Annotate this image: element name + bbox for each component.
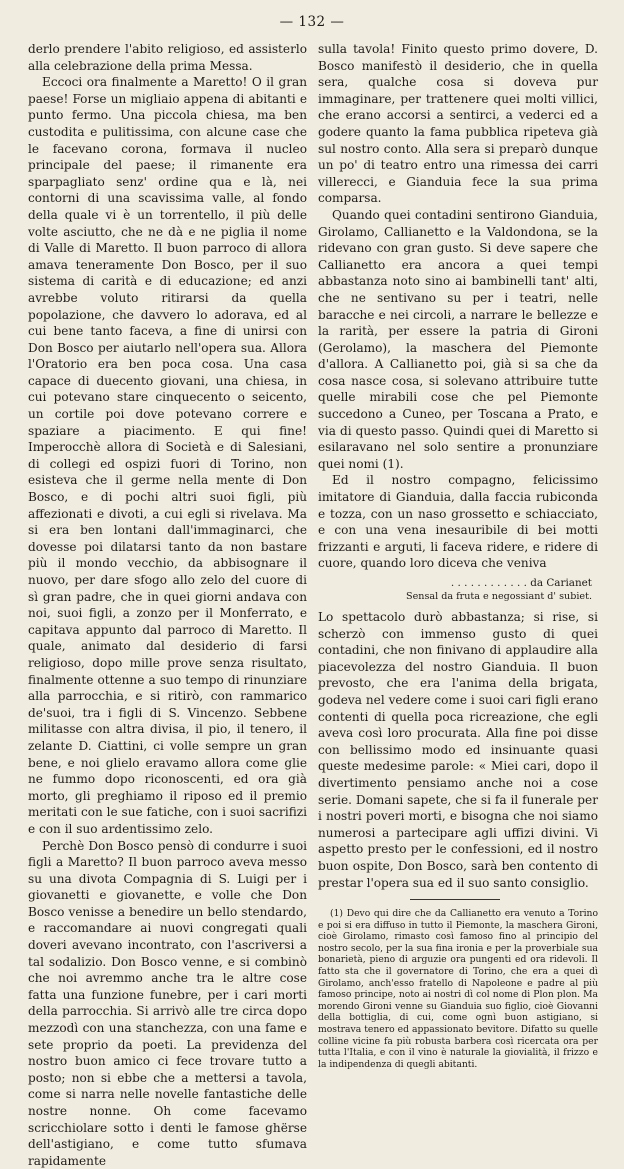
dialect-quote: [318, 576, 598, 604]
paragraph: Ed il nostro compagno, felicissimo imitatore di Gianduia, dalla faccia rubiconda e tozza, con un naso grossetto e schiacciato, e con una vena inesauribile di bei motti frizzanti e arguti, li faceva ridere, e ridere di cuore, quando loro diceva che veniva: [318, 472, 598, 572]
left-column: [28, 41, 307, 1169]
footnote-divider: [410, 899, 500, 900]
right-column: [318, 41, 598, 1070]
footnote: [318, 908, 598, 1070]
quote-line: Sensal da fruta e negossiant d' subiet.: [318, 590, 598, 604]
page-number: — 132 —: [0, 14, 624, 30]
paragraph: Quando quei contadini sentirono Gianduia, Girolamo, Callianetto e la Valdondona, se la ridevano con gran gusto. Si deve sapere che Callianetto era ancora a quei tempi abbastanza noto sino ai bambinelli tant' alti, che ne sentivano su per i teatri, nelle baracche e nei circoli, a narrare le bellezze e la rarità, per essere la patria di Gironi (Gerolamo), la maschera del Piemonte d'allora. A Callianetto poi, già si sa che da cosa nasce cosa, si solevano attribuire tutte quelle mirabili cose che pel Piemonte succedono a Cuneo, per Toscana a Prato, e via di questo passo. Quindi quei di Maretto si esilaravano nel solo sentire a pronunziare quei nomi (1).: [318, 207, 598, 473]
footnote-text: (1) Devo qui dire che da Callianetto era venuto a Torino e poi si era diffuso in tutto il Piemonte, la maschera Gironi, cioè Girolamo, rimasto così famoso fino al principio del nostro secolo, per la sua fina ironia e per la proverbiale sua bonarietà, pieno di arguzie ora pungenti ed ora ridevoli. Il fatto sta che il governatore di Torino, che era a quei dì Girolamo, anch'esso fratello di Napoleone e padre al più famoso principe, noto ai nostri dì col nome di Plon plon. Ma morendo Gironi venne su Gianduia suo figlio, cioè Giovanni della bottiglia, di cui, come ognì buon astigiano, si mostrava tenero ed appassionato bevitore. Difatto su quelle colline vicine fa più robusta barbera così ricercata ora per tutta l'Italia, e con il vino è naturale la giovialità, il frizzo e la indipendenza di quegli abitanti.: [318, 908, 598, 1070]
paragraph: Eccoci ora finalmente a Maretto! O il gran paese! Forse un migliaio appena di abitanti e punto fermo. Una piccola chiesa, ma ben custodita e pulitissima, con alcune case che le facevano corona, formava il nucleo principale del paese; il rimanente era sparpagliato senz' ordine qua e là, nei contorni di una scavissima valle, al fondo della quale vi è un torrentello, il più delle volte asciutto, che ne dà e ne piglia il nome di Valle di Maretto. Il buon parroco di allora amava teneramente Don Bosco, per il suo sistema di carità e di educazione; ed anzi avrebbe voluto ritirarsi da quella popolazione, che davvero lo adorava, ed al cui bene tanto faceva, a fine di unirsi con Don Bosco per aiutarlo nell'opera sua. Allora l'Oratorio era ben poca cosa. Una casa capace di duecento giovani, una chiesa, in cui potevano stare cinquecento o seicento, un cortile poi dove potevano correre e spaziare a piacimento. E qui fine! Imperocchè allora di Società e di Salesiani, di collegi ed ospizi fuori di Torino, non esisteva che il germe nella mente di Don Bosco, e di pochi altri suoi figli, più affezionati e divoti, a cui egli si rivelava. Ma si era ben lontani dall'immaginarci, che dovesse poi dilatarsi tanto da non bastare più il mondo vecchio, da abbisognare il nuovo, per dare sfogo allo zelo del cuore di sì gran padre, che in quei giorni andava con noi, suoi figli, a zonzo per il Monferrato, e capitava appunto dal parroco di Maretto. Il quale, animato dal desiderio di farsi religioso, dopo mille prove senza risultato, finalmente ottenne a suo tempo di rinunziare alla parrocchia, e si ritirò, con rammarico de'suoi, tra i figli di S. Vincenzo. Sebbene militasse con altra divisa, il pio, il tenero, il zelante D. Ciattini, ci volle sempre un gran bene, e noi glielo eravamo allora come glie ne fummo dopo riconoscenti, ed ora già morto, gli preghiamo il riposo ed il premio meritati con le sue fatiche, con i suoi sacrifizi e con il suo ardentissimo zelo.: [28, 74, 307, 837]
paragraph: sulla tavola! Finito questo primo dovere, D. Bosco manifestò il desiderio, che in quella sera, qualche cosa si doveva pur immaginare, per trattenere quei molti villici, che erano accorsi a sentirci, a vederci ed a godere quanto la fama pubblica ripeteva già sul nostro conto. Alla sera si preparò dunque un po' di teatro entro una rimessa dei carri villerecci, e Gianduia fece la sua prima comparsa.: [318, 41, 598, 207]
quote-line: . . . . . . . . . . . . da Carianet: [318, 576, 598, 590]
paragraph: Perchè Don Bosco pensò di condurre i suoi figli a Maretto? Il buon parroco aveva messo su una divota Compagnia di S. Luigi per i giovanetti e giovanette, e volle che Don Bosco venisse a benedire un bello stendardo, e raccomandare ai nuovi congregati quali doveri avevano incontrato, con l'ascriversi a tal sodalizio. Don Bosco venne, e si combinò che noi avremmo anche tra le altre cose fatta una funzione funebre, per i cari morti della parrocchia. Si arrivò alle tre circa dopo mezzodì con una stanchezza, con una fame e sete proprio da poeti. La previdenza del nostro buon amico ci fece trovare tutto a posto; non si ebbe che a mettersi a tavola, come si narra nelle novelle fantastiche delle nostre nonne. Oh come facevamo scricchiolare sotto i denti le famose ghërse dell'astigiano, e come tutto sfumava rapidamente: [28, 838, 307, 1169]
paragraph: Lo spettacolo durò abbastanza; si rise, si scherzò con immenso gusto di quei contadini, che non finivano di applaudire alla piacevolezza del nostro Gianduia. Il buon prevosto, che era l'anima della brigata, godeva nel vedere come i suoi cari figli erano contenti di quella poca ricreazione, che egli aveva così loro procurata. Alla fine poi disse con bellissimo modo ed insinuante quasi queste medesime parole: « Miei cari, dopo il divertimento pensiamo anche noi a cose serie. Domani sapete, che si fa il funerale per i nostri poveri morti, e bisogna che noi siamo numerosi a partecipare agli uffizi divini. Vi aspetto presto per le confessioni, ed il nostro buon ospite, Don Bosco, sarà ben contento di prestar l'opera sua ed il suo santo consiglio.: [318, 609, 598, 891]
paragraph: derlo prendere l'abito religioso, ed assisterlo alla celebrazione della prima Messa.: [28, 41, 307, 74]
